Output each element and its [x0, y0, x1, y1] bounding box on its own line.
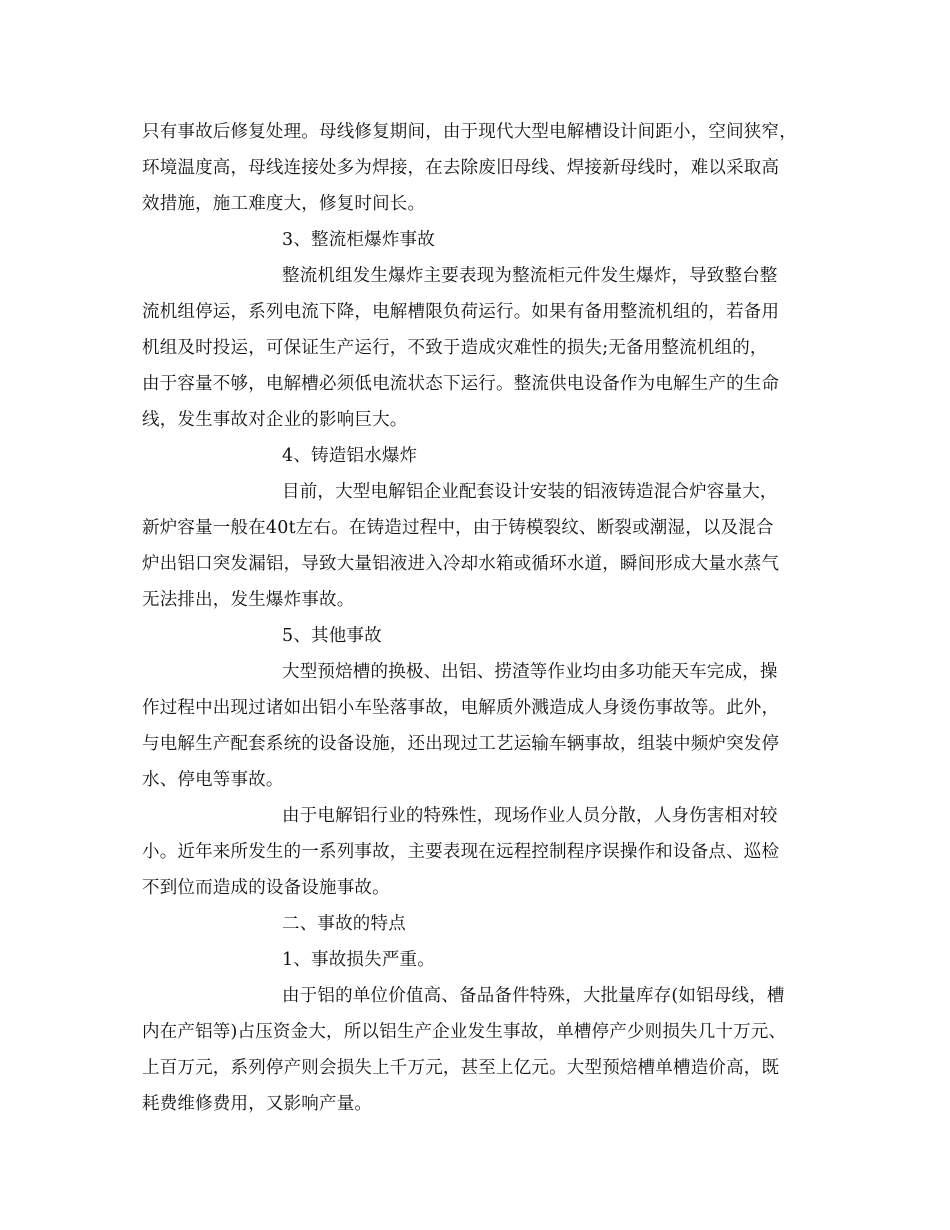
section-heading: 5、其他事故 — [282, 626, 382, 646]
text-line: 大型预焙槽的换极、出铝、捞渣等作业均由多功能天车完成，操 — [282, 662, 778, 682]
text-line: 目前，大型电解铝企业配套设计安装的铝液铸造混合炉容量大， — [282, 482, 778, 502]
text-line: 内在产铝等)占压资金大，所以铝生产企业发生事故，单槽停产少则损失几十万元、 — [142, 1022, 787, 1042]
text-line: 效措施，施工难度大，修复时间长。 — [142, 194, 426, 214]
text-line: 炉出铝口突发漏铝，导致大量铝液进入冷却水箱或循环水道，瞬间形成大量水蒸气 — [142, 554, 780, 574]
text-line: 作过程中出现过诸如出铝小车坠落事故，电解质外溅造成人身烫伤事故等。此外， — [142, 698, 780, 718]
text-line: 与电解生产配套系统的设备设施，还出现过工艺运输车辆事故，组装中频炉突发停 — [142, 734, 780, 754]
text-line: 由于铝的单位价值高、备品备件特殊，大批量库存(如铝母线，槽 — [282, 986, 785, 1006]
section-heading: 二、事故的特点 — [282, 914, 406, 934]
section-heading: 4、铸造铝水爆炸 — [282, 446, 418, 466]
section-heading: 3、整流柜爆炸事故 — [282, 230, 435, 250]
text-line: 水、停电等事故。 — [142, 770, 284, 790]
text-line: 流机组停运，系列电流下降，电解槽限负荷运行。如果有备用整流机组的，若备用 — [142, 302, 780, 322]
text-line: 耗费维修费用，又影响产量。 — [142, 1094, 373, 1114]
text-line: 由于容量不够，电解槽必须低电流状态下运行。整流供电设备作为电解生产的生命 — [142, 374, 780, 394]
text-line: 只有事故后修复处理。母线修复期间，由于现代大型电解槽设计间距小，空间狭窄， — [142, 122, 797, 142]
text-line: 无法排出，发生爆炸事故。 — [142, 590, 355, 610]
text-line: 机组及时投运，可保证生产运行，不致于造成灾难性的损失;无备用整流机组的， — [142, 338, 768, 358]
text-line: 环境温度高，母线连接处多为焊接，在去除废旧母线、焊接新母线时，难以采取高 — [142, 158, 780, 178]
text-line: 整流机组发生爆炸主要表现为整流柜元件发生爆炸，导致整台整 — [282, 266, 778, 286]
text-line: 不到位而造成的设备设施事故。 — [142, 878, 390, 898]
text-line: 上百万元，系列停产则会损失上千万元，甚至上亿元。大型预焙槽单槽造价高，既 — [142, 1058, 780, 1078]
text-line: 小。近年来所发生的一系列事故，主要表现在远程控制程序误操作和设备点、巡检 — [142, 842, 780, 862]
section-heading: 1、事故损失严重。 — [282, 950, 435, 970]
text-line: 由于电解铝行业的特殊性，现场作业人员分散，人身伤害相对较 — [282, 806, 778, 826]
text-line: 线，发生事故对企业的影响巨大。 — [142, 410, 408, 430]
text-line: 新炉容量一般在40t左右。在铸造过程中，由于铸模裂纹、断裂或潮湿，以及混合 — [142, 518, 774, 538]
